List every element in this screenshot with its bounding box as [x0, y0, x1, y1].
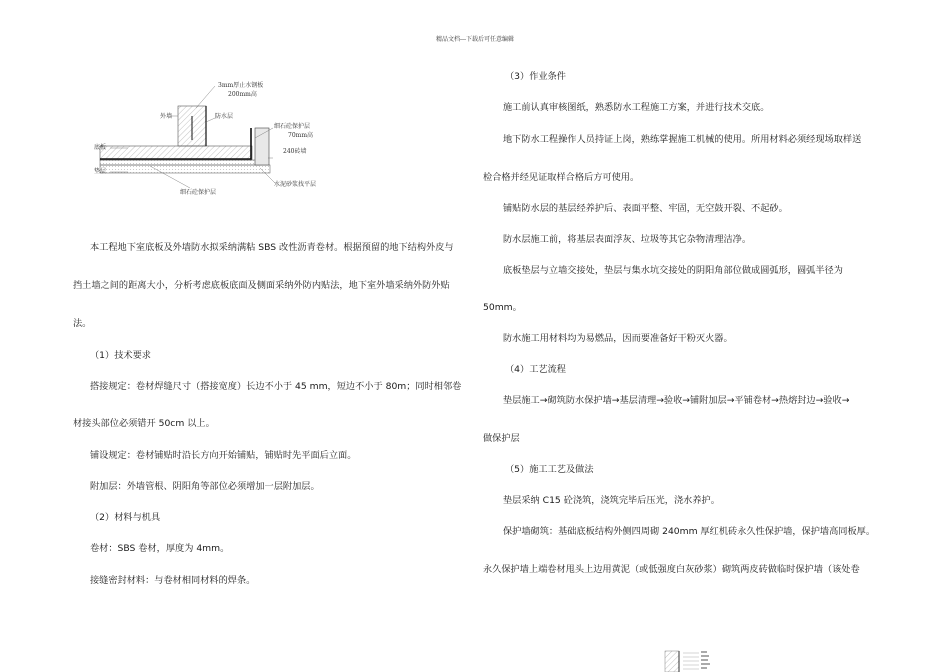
label-fine-stone-top: 细石砼保护层 — [274, 123, 311, 130]
section-heading: （4）工艺流程 — [505, 364, 566, 375]
partial-detail-diagram — [655, 645, 725, 672]
label-fine-stone-bottom: 细石砼保护层 — [180, 189, 217, 196]
paragraph: 垫层采纳 C15 砼浇筑，浇筑完毕后压光，浇水养护。 — [503, 495, 720, 506]
paragraph: 永久保护墙上端卷材甩头上边用黄泥（或低强度白灰砂浆）砌筑两皮砖做临时保护墙（该处卷 — [483, 564, 860, 575]
section-heading: （1）技术要求 — [90, 350, 151, 361]
paragraph: 附加层：外墙管根、阴阳角等部位必须增加一层附加层。 — [90, 481, 320, 492]
right-column — [475, 0, 950, 672]
paragraph: 施工前认真审核图纸，熟悉防水工程施工方案，并进行技术交底。 — [503, 102, 770, 113]
label-base-plate: 底板 — [94, 144, 107, 151]
paragraph: 做保护层 — [483, 433, 520, 444]
section-heading: （3）作业条件 — [505, 71, 566, 82]
paragraph: 垫层施工→砌筑防水保护墙→基层清理→验收→铺附加层→平铺卷材→热熔封边→验收→ — [503, 395, 850, 406]
paragraph: 铺设规定：卷材铺贴时沿长方向开始铺贴，铺贴时先平面后立面。 — [90, 450, 357, 461]
label-waterproof-layer: 防水层 — [215, 113, 234, 120]
label-outer-wall: 外墙 — [160, 113, 173, 120]
paragraph: 地下防水工程操作人员持证上岗，熟练掌握施工机械的使用。所用材料必须经现场取样送 — [503, 134, 862, 145]
paragraph: 卷材：SBS 卷材，厚度为 4mm。 — [90, 543, 230, 554]
paragraph: 搭接规定：卷材焊缝尺寸（搭接宽度）长边不小于 45 mm，短边不小于 80m；同时相邻卷 — [90, 381, 462, 392]
paragraph: 材接头部位必须错开 50cm 以上。 — [73, 418, 215, 429]
paragraph: 50mm。 — [483, 302, 522, 313]
paragraph: 保护墙砌筑：基础底板结构外侧四周砌 240mm 厚红机砖永久性保护墙，保护墙高同板厚。 — [503, 526, 876, 537]
page-header: 精品文档---下载后可任意编辑 — [435, 36, 515, 43]
label-height-70: 70mm高 — [288, 132, 314, 139]
label-steel-plate: 3mm厚止水钢板 — [218, 82, 264, 89]
section-heading: （2）材料与机具 — [90, 512, 161, 523]
label-brick-wall: 240砖墙 — [283, 148, 307, 155]
paragraph: 挡土墙之间的距离大小，分析考虑底板底面及侧面采纳外防内贴法，地下室外墙采纳外防外贴 — [73, 280, 450, 291]
paragraph: 防水层施工前，将基层表面浮灰、垃圾等其它杂物清理洁净。 — [503, 234, 752, 245]
paragraph: 防水施工用材料均为易燃品，因而要准备好干粉灭火器。 — [503, 333, 733, 344]
paragraph: 底板垫层与立墙交接处，垫层与集水坑交接处的阴阳角部位做成圆弧形，圆弧半径为 — [503, 265, 843, 276]
label-height-200: 200mm高 — [228, 91, 257, 98]
paragraph: 法。 — [73, 318, 92, 329]
paragraph: 铺贴防水层的基层经养护后、表面平整、牢固，无空鼓开裂、不起砂。 — [503, 203, 788, 214]
paragraph: 接缝密封材料：与卷材相同材料的焊条。 — [90, 575, 256, 586]
label-cement-mortar: 水泥砂浆找平层 — [274, 181, 317, 188]
paragraph: 本工程地下室底板及外墙防水拟采纳满粘 SBS 改性沥青卷材。根据预留的地下结构外皮与 — [90, 242, 454, 253]
paragraph: 检合格并经见证取样合格后方可使用。 — [483, 172, 640, 183]
label-cushion: 垫层 — [94, 168, 107, 175]
section-heading: （5）施工工艺及做法 — [505, 464, 594, 475]
